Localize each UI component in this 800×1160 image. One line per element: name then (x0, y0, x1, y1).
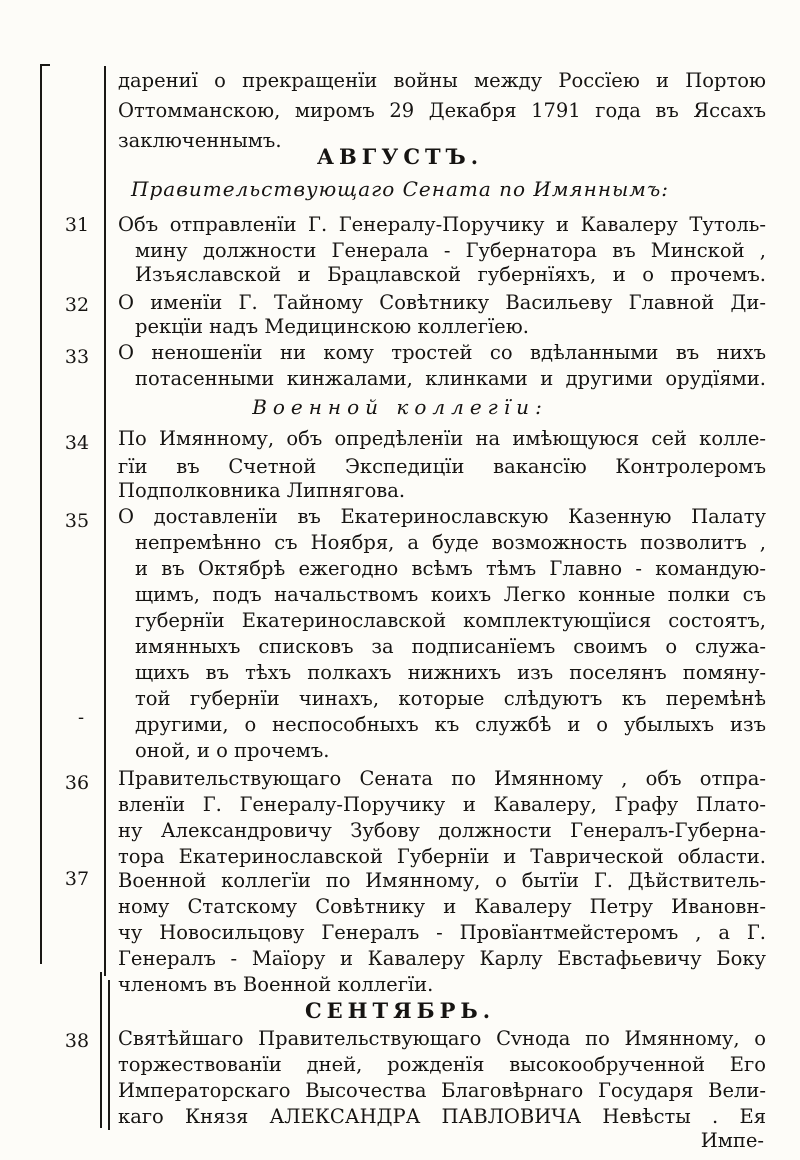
entry-line: Объ отправленїи Г. Генералу-Поручику и Кавалеру Тутоль- (118, 213, 766, 236)
month-heading-august: АВГУСТЪ. (316, 144, 484, 169)
entry-line: торжествованїи дней, рожденїя высокообрученной Его (118, 1053, 766, 1076)
entry-line: и въ Октябрѣ ежегодно всѣмъ тѣмъ Главно - командую- (135, 557, 766, 580)
entry-line: Правительствующаго Сената по Имянному , объ отпра- (118, 767, 766, 790)
entry-line: потасенными кинжалами, клинками и другими орудїями. (135, 367, 766, 390)
section-heading-military: Военной коллегїи: (252, 395, 548, 419)
entry-line: О именїи Г. Тайному Совѣтнику Васильеву Главной Ди- (118, 291, 766, 314)
entry-line: Военной коллегїи по Имянному, о бытїи Г. Дѣйствитель- (118, 869, 766, 892)
entry-line: ну Александровичу Зубову должности Генералъ-Губерна- (118, 819, 766, 842)
entry-line: оной, и о прочемъ. (135, 739, 330, 762)
entry-line: той губернїи чинахъ, которые слѣдуютъ къ перемѣнѣ (135, 687, 766, 710)
entry-number: 38 (64, 1030, 90, 1052)
entry-line: ному Статскому Совѣтнику и Кавалеру Петру Ивановн- (118, 895, 766, 918)
entry-line: щимъ, подъ начальствомъ коихъ Легко конные полки съ (135, 583, 766, 606)
opening-line: дарениї о прекращенїи войны между Россїею и Портою (118, 69, 766, 92)
entry-line: другими, о неспособныхъ къ службѣ и о убылыхъ изъ (135, 713, 766, 736)
entry-line: Изъяславской и Брацлавской губернїяхъ, и о прочемъ. (135, 263, 766, 286)
entry-line: тора Екатеринославской Губернїи и Таврической области. (118, 845, 766, 868)
entry-line: непремѣнно съ Ноября, а буде возможность позволитъ , (135, 531, 766, 554)
entry-line: рекцїи надъ Медицинскою коллегїею. (135, 315, 529, 338)
entry-line: Генералъ - Маїору и Кавалеру Карлу Евстафьевичу Боку (118, 947, 766, 970)
opening-line: заключеннымъ. (118, 129, 282, 152)
entry-number: 33 (64, 346, 90, 368)
entry-line: каго Князя АЛЕКСАНДРА ПАВЛОВИЧА Невѣсты . Ея (118, 1105, 766, 1128)
entry-line: мину должности Генерала - Губернатора въ Минской , (135, 239, 766, 262)
entry-line: Подполковника Липнягова. (118, 479, 406, 502)
entry-number: 37 (64, 868, 90, 890)
entry-number: 35 (64, 510, 90, 532)
entry-number: 34 (64, 432, 90, 454)
entry-line: гїи въ Счетной Экспедицїи вакансїю Контролеромъ (118, 455, 766, 478)
entry-line: членомъ въ Военной коллегїи. (118, 973, 434, 996)
entry-line: губернїи Екатеринославской комплектующїися состоятъ, (135, 609, 766, 632)
entry-line: О неношенїи ни кому тростей со вдѣланными въ нихъ (118, 341, 766, 364)
catchword: Импе- (700, 1129, 764, 1152)
margin-dash: - (78, 707, 85, 728)
entry-line: Императорскаго Высочества Благовѣрнаго Государя Вели- (118, 1079, 766, 1102)
opening-line: Оттомманскою, миромъ 29 Декабря 1791 года въ Яссахъ (118, 99, 766, 122)
entry-number: 31 (64, 214, 90, 236)
entry-line: По Имянному, объ опредѣленїи на имѣющуюся сей колле- (118, 427, 766, 450)
entry-line: вленїи Г. Генералу-Поручику и Кавалеру, Графу Плато- (118, 793, 766, 816)
entry-line: имянныхъ списковъ за подписанїемъ своимъ о служа- (135, 635, 766, 658)
entry-line: О доставленїи въ Екатеринославскую Казенную Палату (118, 505, 766, 528)
entry-line: чу Новосильцову Генералъ - Провїантмейстеромъ , а Г. (118, 921, 766, 944)
margin-rule-top-tick (40, 64, 50, 66)
entry-number: 32 (64, 294, 90, 316)
month-heading-september: СЕНТЯБРЬ. (304, 998, 496, 1023)
section-heading-senate: Правительствующаго Сената по Имяннымъ: (131, 177, 669, 201)
entry-line: щихъ въ тѣхъ полкахъ нижнихъ изъ поселянъ помяну- (135, 661, 766, 684)
entry-number: 36 (64, 772, 90, 794)
entry-line: Святѣйшаго Правительствующаго Сvнода по Имянному, о (118, 1027, 766, 1050)
